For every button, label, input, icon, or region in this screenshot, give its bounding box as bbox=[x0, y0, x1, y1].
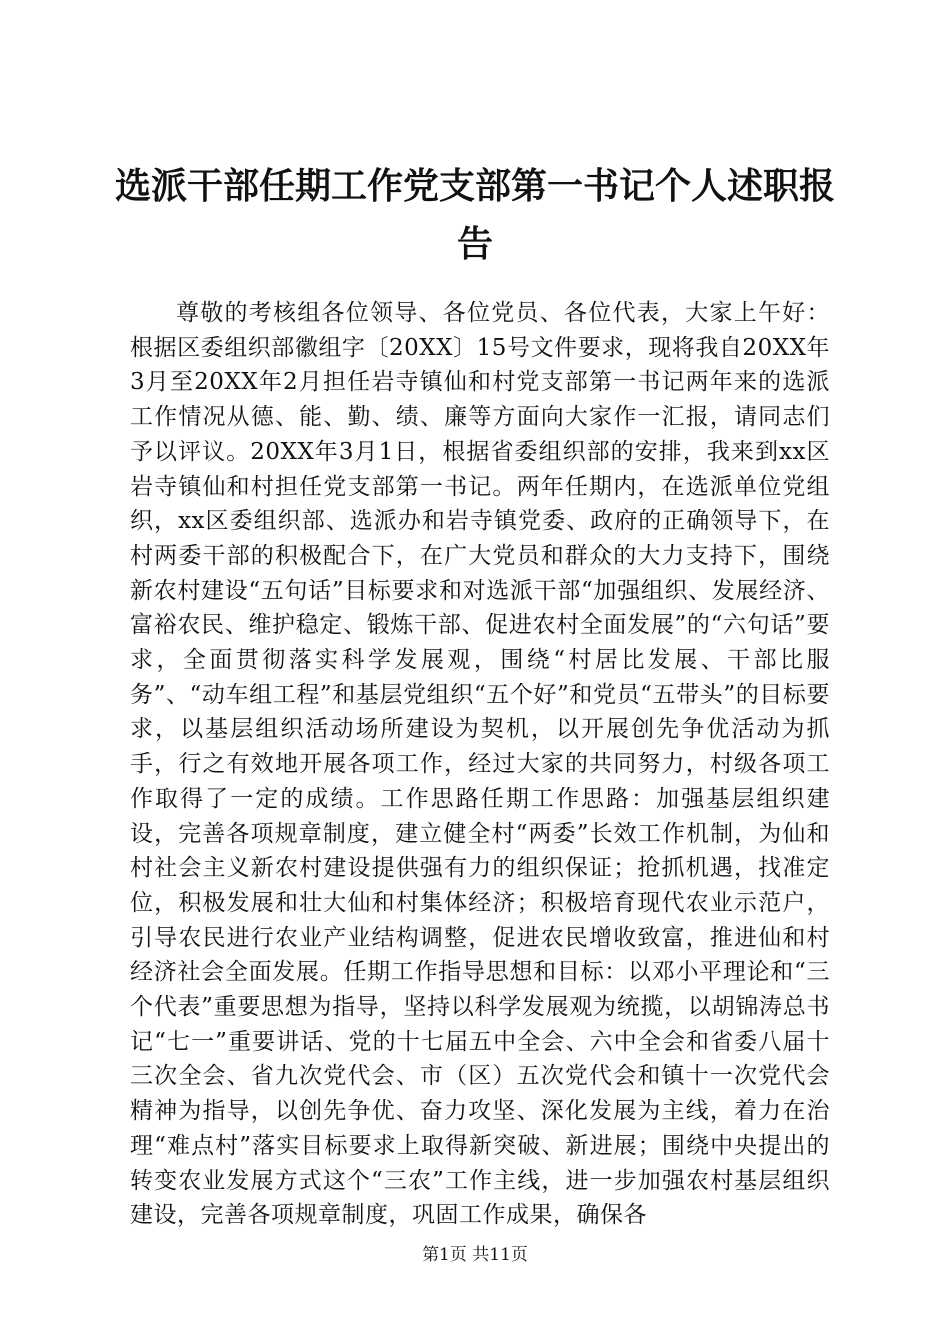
body-paragraph: 尊敬的考核组各位领导、各位党员、各位代表，大家上午好：根据区委组织部徽组字〔20XX〕15号文件要求，现将我自20XX年3月至20XX年2月担任岩寺镇仙和村党支部第一书记两年来的选派工作情况从德、能、勤、绩、廉等方面向大家作一汇报，请同志们予以评议。20XX年3月1日，根据省委组织部的安排，我来到xx区岩寺镇仙和村担任党支部第一书记。两年任期内，在选派单位党组织，xx区委组织部、选派办和岩寺镇党委、政府的正确领导下，在村两委干部的积极配合下，在广大党员和群众的大力支持下，围绕新农村建设“五句话”目标要求和对选派干部“加强组织、发展经济、富裕农民、维护稳定、锻炼干部、促进农村全面发展”的“六句话”要求，全面贯彻落实科学发展观，围绕“村居比发展、干部比服务”、“动车组工程”和基层党组织“五个好”和党员“五带头”的目标要求，以基层组织活动场所建设为契机，以开展创先争优活动为抓手，行之有效地开展各项工作，经过大家的共同努力，村级各项工作取得了一定的成绩。工作思路任期工作思路：加强基层组织建设，完善各项规章制度，建立健全村“两委”长效工作机制，为仙和村社会主义新农村建设提供强有力的组织保证；抢抓机遇，找准定位，积极发展和壮大仙和村集体经济；积极培育现代农业示范户，引导农民进行农业产业结构调整，促进农民增收致富，推进仙和村经济社会全面发展。任期工作指导思想和目标：以邓小平理论和“三个代表”重要思想为指导，坚持以科学发展观为统揽，以胡锦涛总书记“七一”重要讲话、党的十七届五中全会、六中全会和省委八届十三次全会、省九次党代会、市（区）五次党代会和镇十一次党代会精神为指导，以创先争优、奋力攻坚、深化发展为主线，着力在治理“难点村”落实目标要求上取得新突破、新进展；围绕中央提出的转变农业发展方式这个“三农”工作主线，进一步加强农村基层组织建设，完善各项规章制度，巩固工作成果，确保各 bbox=[130, 300, 830, 1229]
page-title: 选派干部任期工作党支部第一书记个人述职报告 bbox=[114, 166, 835, 265]
page-number: 第1页 共11页 bbox=[422, 1245, 528, 1265]
